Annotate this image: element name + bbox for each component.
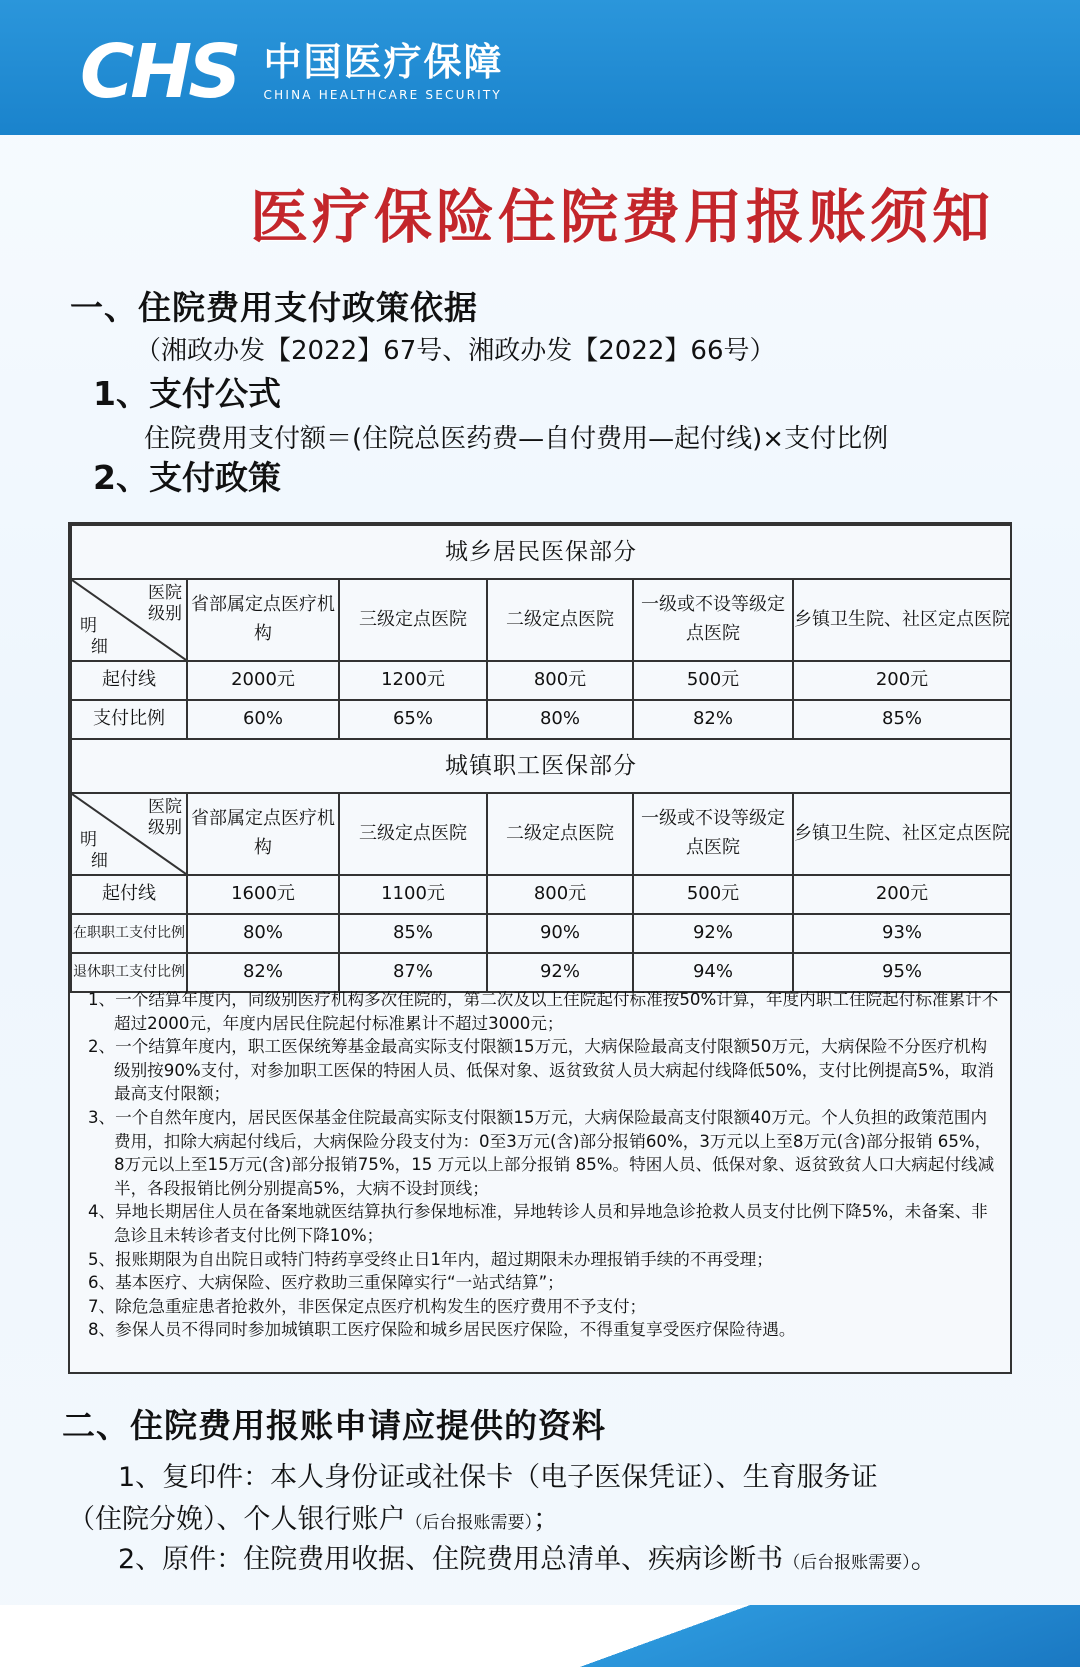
policy-heading: 2、支付政策: [93, 458, 281, 497]
row-label: 退休职工支付比例: [71, 953, 187, 992]
backend-note: （后台报账需要）: [405, 1513, 533, 1533]
table-cell: 80%: [187, 914, 339, 953]
note-item: 4、异地长期居住人员在备案地就医结算执行参保地标准，异地转诊人员和异地急诊抢救人员支付比例下降5%，未备案、非急诊且未转诊者支付比例下降10%；: [88, 1202, 988, 1245]
hospital-header: 二级定点医院: [487, 579, 633, 661]
hospital-header: 一级或不设等级定点医院: [633, 579, 793, 661]
table-cell: 87%: [339, 953, 487, 992]
hospital-header: 二级定点医院: [487, 793, 633, 875]
table-cell: 93%: [793, 914, 1011, 953]
table-cell: 85%: [339, 914, 487, 953]
table-cell: 1200元: [339, 661, 487, 700]
table-cell: 80%: [487, 700, 633, 739]
materials-item-2-text: 2、原件：住院费用收据、住院费用总清单、疾病诊断书: [118, 1544, 784, 1575]
table-cell: 92%: [633, 914, 793, 953]
table-cell: 90%: [487, 914, 633, 953]
table-row: [71, 914, 1011, 953]
table-cell: 800元: [487, 875, 633, 914]
employee-section-title: 城镇职工医保部分: [71, 739, 1011, 793]
table-cell: 94%: [633, 953, 793, 992]
table-cell: 85%: [793, 700, 1011, 739]
note-item: 6、基本医疗、大病保险、医疗救助三重保障实行“一站式结算”；: [88, 1273, 564, 1293]
table-row: [71, 661, 1011, 700]
page-title: 医疗保险住院费用报账须知: [250, 183, 995, 251]
corner-hospital: 医院: [148, 583, 182, 603]
section1-heading: 一、住院费用支付政策依据: [70, 288, 478, 327]
note-item: 8、参保人员不得同时参加城镇职工医疗保险和城乡居民医疗保险，不得重复享受医疗保险待遇。: [88, 1320, 796, 1340]
policy-box: [68, 522, 1012, 1374]
row-label: 起付线: [71, 875, 187, 914]
table-row: [71, 875, 1011, 914]
corner-header: [71, 579, 187, 661]
table-cell: 2000元: [187, 661, 339, 700]
corner-hospital: 医院: [148, 797, 182, 817]
table-cell: 500元: [633, 661, 793, 700]
row-label: 支付比例: [71, 700, 187, 739]
note-item: 2、一个结算年度内，职工医保统筹基金最高实际支付限额15万元，大病保险最高支付限额50万元，大病保险不分医疗机构级别按90%支付，对参加职工医保的特困人员、低保对象、返贫致贫人员大病起付线降低50%，支付比例提高5%，取消最高支付限额；: [88, 1037, 994, 1104]
materials-item-1: 1、复印件：本人身份证或社保卡（电子医保凭证）、生育服务证: [118, 1462, 878, 1493]
hospital-header: 省部属定点医疗机构: [187, 579, 339, 661]
table-row: [71, 700, 1011, 739]
hospital-header: 乡镇卫生院、社区定点医院: [793, 579, 1011, 661]
note-item: 1、一个结算年度内，同级别医疗机构多次住院的，第二次及以上住院起付标准按50%计算，年度内职工住院起付标准累计不超过2000元，年度内居民住院起付标准累计不超过3000元；: [88, 990, 999, 1033]
hospital-header: 三级定点医院: [339, 793, 487, 875]
row-label: 起付线: [71, 661, 187, 700]
note-item: 3、一个自然年度内，居民医保基金住院最高实际支付限额15万元，大病保险最高支付限额40万元。个人负担的政策范围内费用，扣除大病起付线后，大病保险分段支付为：0至3万元(含)部分报销60%，3万元以上至8万元(含)部分报销 65%，8万元以上至15万元(含)部分报销75%，15 万元以上部分报销 85%。特困人员、低保对象、返贫致贫人口大病起付线减半，各段报销比例分别提高5%，大病不设封顶线；: [88, 1107, 995, 1198]
corner-detail-2: 细: [90, 636, 108, 657]
table-cell: 500元: [633, 875, 793, 914]
hospital-header: 三级定点医院: [339, 579, 487, 661]
note-item: 5、报账期限为自出院日或特门特药享受终止日1年内，超过期限未办理报销手续的不再受理；: [88, 1249, 773, 1269]
table-cell: 65%: [339, 700, 487, 739]
materials-item-2: [118, 1537, 938, 1576]
table-cell: 200元: [793, 875, 1011, 914]
table-cell: 1100元: [339, 875, 487, 914]
table-cell: 1600元: [187, 875, 339, 914]
table-row: [71, 953, 1011, 992]
table-cell: 200元: [793, 661, 1011, 700]
backend-note: （后台报账需要）: [783, 1553, 911, 1573]
policy-notes: [88, 988, 1000, 1342]
table-cell: 60%: [187, 700, 339, 739]
footer-band: [0, 1605, 1080, 1667]
section2-heading: 二、住院费用报账申请应提供的资料: [62, 1406, 606, 1445]
corner-detail-1: 明: [80, 615, 97, 636]
punctuation: ；: [533, 1504, 560, 1535]
table-cell: 95%: [793, 953, 1011, 992]
corner-level: 级别: [148, 604, 182, 625]
chs-logo-mark: CHS: [80, 29, 238, 115]
punctuation: 。: [910, 1544, 938, 1575]
policy-table: [70, 524, 1012, 993]
corner-detail-1: 明: [80, 829, 97, 850]
materials-item-1-cont: [68, 1497, 560, 1536]
logo-en: CHINA HEALTHCARE SECURITY: [263, 87, 502, 102]
materials-item-1-text: （住院分娩）、个人银行账户: [68, 1504, 406, 1535]
logo-text: [264, 42, 504, 102]
formula-heading: 1、支付公式: [93, 374, 281, 413]
chs-logo: [80, 29, 504, 115]
table-cell: 92%: [487, 953, 633, 992]
resident-section-title: 城乡居民医保部分: [71, 525, 1011, 579]
row-label: 在职职工支付比例: [71, 914, 187, 953]
logo-cn: 中国医疗保障: [263, 40, 504, 85]
hospital-header: 一级或不设等级定点医院: [633, 793, 793, 875]
policy-reference: （湘政办发【2022】67号、湘政办发【2022】66号）: [135, 336, 776, 366]
hospital-header: 省部属定点医疗机构: [187, 793, 339, 875]
payment-formula: 住院费用支付额＝(住院总医药费—自付费用—起付线)×支付比例: [144, 424, 889, 454]
header-banner: [0, 0, 1080, 135]
corner-header: [71, 793, 187, 875]
table-cell: 800元: [487, 661, 633, 700]
corner-level: 级别: [148, 818, 182, 839]
hospital-header: 乡镇卫生院、社区定点医院: [793, 793, 1011, 875]
table-cell: 82%: [633, 700, 793, 739]
note-item: 7、除危急重症患者抢救外，非医保定点医疗机构发生的医疗费用不予支付；: [88, 1296, 647, 1316]
corner-detail-2: 细: [90, 850, 108, 871]
table-cell: 82%: [187, 953, 339, 992]
